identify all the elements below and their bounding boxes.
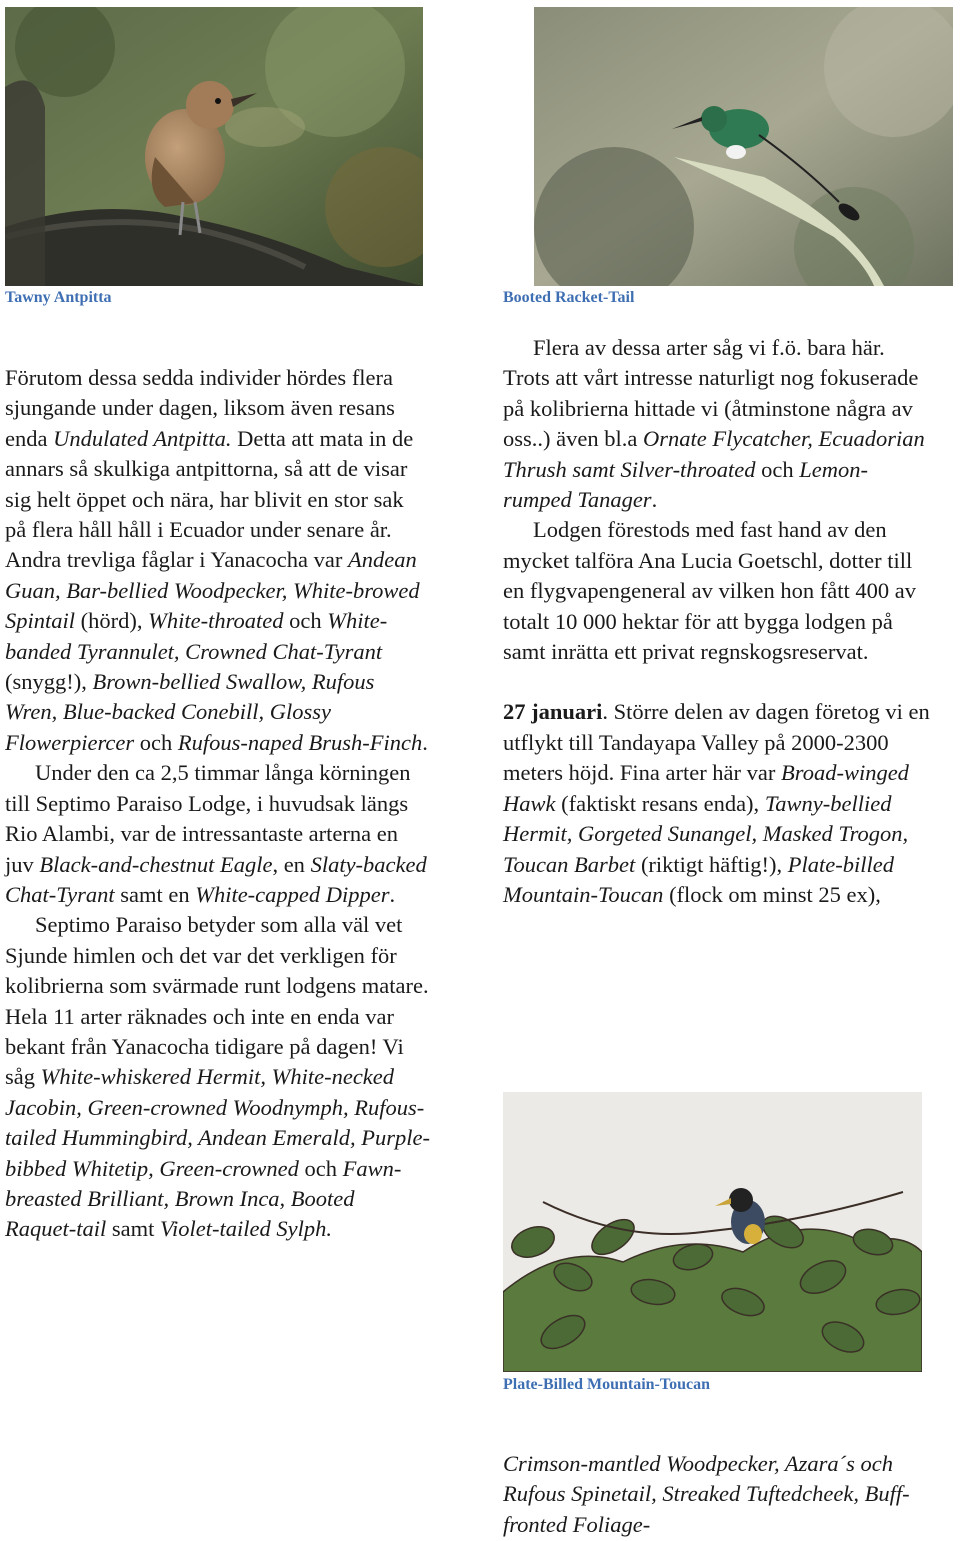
text-run: Tawny-bellied Hermit, Gorgeted Sunangel, Masked Trogon, Toucan Barbet: [503, 790, 909, 877]
left-paragraph-1: [5, 363, 430, 758]
text-run: och: [298, 1155, 343, 1181]
text-run: Lemon-rumped Tanager: [503, 456, 868, 513]
plate-billed-mountain-toucan-image: [503, 1092, 922, 1372]
text-run: (faktiskt resans enda),: [555, 790, 765, 816]
text-run: Rufous-naped Brush-Finch: [177, 729, 423, 755]
text-run: Andean Guan, Bar-bellied Woodpecker, White-browed Spintail: [5, 547, 420, 634]
photo-caption-plate-billed-mountain-toucan: Plate-Billed Mountain-Toucan: [503, 1376, 710, 1393]
right-paragraph-3: [503, 697, 933, 910]
text-run: .: [389, 881, 396, 907]
photo-caption-tawny-antpitta: Tawny Antpitta: [5, 289, 112, 306]
text-run: (snygg!),: [5, 669, 93, 695]
text-run: Ornate Flycatcher, Ecuadorian Thrush samt Silver-throated: [503, 426, 925, 482]
right-column-top: [503, 333, 933, 910]
text-run: och: [755, 456, 800, 482]
text-run: och: [283, 608, 328, 634]
text-run: .: [651, 487, 658, 513]
text-run: Broad-winged Hawk: [503, 760, 909, 816]
photo-caption-booted-racket-tail: Booted Racket-Tail: [503, 289, 635, 306]
right-paragraph-4: [503, 1449, 933, 1540]
tawny-antpitta-photo: [5, 7, 423, 286]
text-run: Fawn-breasted Brilliant, Brown Inca, Booted Raquet-tail: [5, 1155, 402, 1242]
text-run: Plate-billed Mountain-Toucan: [503, 851, 894, 907]
text-run: samt en: [114, 881, 196, 907]
text-run: Förutom dessa sedda individer hördes flera sjungande under dagen, liksom även resans enda: [5, 365, 395, 451]
booted-racket-tail-photo: [534, 7, 953, 286]
text-run: Black-and-chestnut Eagle: [39, 851, 273, 877]
left-paragraph-3: [5, 910, 430, 1244]
text-run: Violet-tailed Sylph.: [159, 1216, 333, 1242]
plate-billed-mountain-toucan-photo: [503, 1092, 922, 1372]
text-run: White-capped Dipper: [195, 881, 390, 907]
text-run: 27 januari: [503, 699, 603, 725]
text-run: Undulated Antpitta.: [53, 425, 232, 451]
text-run: Crimson-mantled Woodpecker, Azara´s och Rufous Spinetail, Streaked Tuftedcheek, Buff-fronted Foliage-: [503, 1451, 910, 1537]
text-run: Under den ca 2,5 timmar långa körningen till Septimo Paraiso Lodge, i huvudsak längs Rio Alambi, var de intressantaste arterna en juv: [5, 760, 411, 877]
left-paragraph-2: [5, 758, 430, 910]
text-run: Lodgen förestods med fast hand av den mycket talföra Ana Lucia Goetschl, dotter till en flygvapengeneral av vilken hon fått 400 av totalt 10 000 hektar för att bygga lodgen på samt inrätta ett privat regnskogsreservat.: [503, 517, 916, 665]
text-run: .: [422, 729, 428, 755]
right-paragraph-1: [503, 333, 933, 515]
tawny-antpitta-image: [5, 7, 423, 286]
left-column: [5, 363, 430, 1245]
right-column-bottom: [503, 1449, 933, 1540]
text-run: , en: [272, 851, 311, 877]
booted-racket-tail-image: [534, 7, 953, 286]
text-run: Brown-bellied Swallow, Rufous Wren, Blue-backed Conebill, Glossy Flowerpiercer: [5, 669, 375, 755]
text-run: (riktigt häftig!),: [635, 851, 788, 877]
right-paragraph-2: [503, 515, 933, 667]
text-run: samt: [106, 1216, 160, 1242]
text-run: Septimo Paraiso betyder som alla väl vet Sjunde himlen och det var det verkligen för kolibrierna som svärmade runt lodgens matare. Hela 11 arter räknades och inte en enda var bekant från Yanacocha tidigare på dagen! Vi såg: [5, 912, 429, 1090]
text-run: . Större delen av dagen företog vi en utflykt till Tandayapa Valley på 2000-2300 meters höjd. Fina arter här var: [503, 699, 930, 786]
text-run: och: [134, 729, 178, 755]
text-run: Detta att mata in de annars så skulkiga antpittorna, så att de visar sig helt öppet och nära, har blivit en stor sak på flera håll håll i Ecuador under senare år. Andra trevliga fåglar i Yanacocha var: [5, 425, 414, 573]
text-run: (hörd),: [75, 608, 149, 634]
text-run: (flock om minst 25 ex),: [663, 881, 881, 907]
text-run: White-banded Tyrannulet, Crowned Chat-Tyrant: [5, 608, 388, 664]
text-run: Slaty-backed Chat-Tyrant: [5, 851, 427, 907]
text-run: White-whiskered Hermit, White-necked Jacobin, Green-crowned Woodnymph, Rufous-tailed Hummingbird, Andean Emerald, Purple-bibbed Whitetip, Green-crowned: [5, 1064, 430, 1181]
text-run: Flera av dessa arter såg vi f.ö. bara här. Trots att vårt intresse naturligt nog fokuserade på kolibrierna hittade vi (åtminstone några av oss..) även bl.a: [503, 335, 919, 452]
text-run: White-throated: [148, 608, 284, 634]
